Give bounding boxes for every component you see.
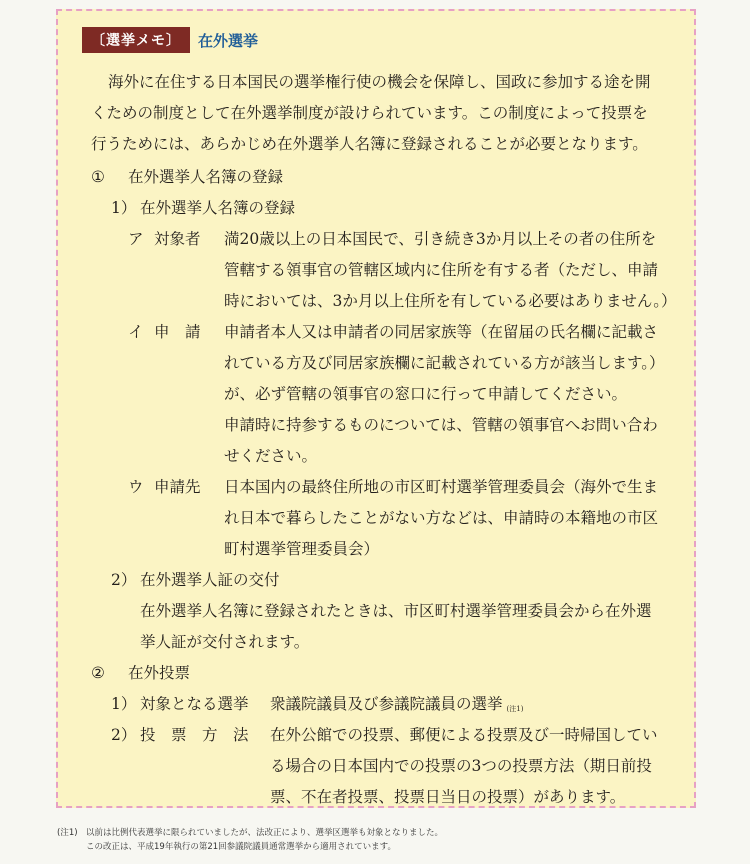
intro-line: 行うためには、あらかじめ在外選挙人名簿に登録されることが必要となります。	[91, 135, 648, 153]
item-a-line: 管轄する領事官の管轄区域内に住所を有する者（ただし、申請	[224, 261, 659, 279]
section2-sub2-line: 在外公館での投票、郵便による投票及び一時帰国してい	[270, 726, 658, 744]
item-b-term: 申 請	[154, 323, 201, 341]
intro-line: くための制度として在外選挙制度が設けられています。この制度によって投票を	[91, 104, 648, 122]
section2-sub1-term: 対象となる選挙	[140, 695, 249, 713]
section1-sub2-line: 在外選挙人名簿に登録されたときは、市区町村選挙管理委員会から在外選	[140, 602, 652, 620]
footnote-line: 以前は比例代表選挙に限られていましたが、法改正により、選挙区選挙も対象となりました。	[86, 828, 444, 838]
item-b-line: せください。	[224, 447, 318, 465]
item-c-line: れ日本で暮らしたことがない方などは、申請時の本籍地の市区	[224, 509, 659, 527]
section1-title: 在外選挙人名簿の登録	[128, 168, 284, 186]
item-b-line: れている方及び同居家族欄に記載されている方が該当します。）	[224, 354, 665, 372]
item-c-line: 町村選挙管理委員会）	[224, 540, 380, 558]
section1-sub2-title: 在外選挙人証の交付	[140, 571, 280, 589]
section1-sub2-number: 2）	[111, 571, 137, 589]
footnote-label: (注1)	[57, 828, 78, 838]
section2-number: ②	[91, 664, 105, 682]
memo-header	[82, 27, 258, 53]
item-a-line: 時においては、3か月以上住所を有している必要はありません。）	[224, 292, 677, 310]
section2-sub2-line: る場合の日本国内での投票の3つの投票方法（期日前投	[270, 757, 652, 775]
section1-sub1-number: 1）	[111, 199, 137, 217]
section2-sub2-line: 票、不在者投票、投票日当日の投票）があります。	[270, 788, 626, 806]
section2-sub1-value: 衆議院議員及び参議院議員の選挙	[270, 695, 503, 713]
item-c-line: 日本国内の最終住所地の市区町村選挙管理委員会（海外で生ま	[224, 478, 659, 496]
memo-tag: 〔選挙メモ〕	[82, 27, 190, 53]
section2-title: 在外投票	[128, 664, 191, 682]
footnote-line: この改正は、平成19年執行の第21回参議院議員通常選挙から適用されています。	[86, 842, 396, 852]
item-b-line: 申請時に持参するものについては、管轄の領事官へお問い合わ	[224, 416, 658, 434]
item-a-kana: ア	[128, 230, 144, 248]
item-b-kana: イ	[128, 323, 144, 341]
item-a-line: 満20歳以上の日本国民で、引き続き3か月以上その者の住所を	[224, 230, 657, 248]
section2-sub1-number: 1）	[111, 695, 137, 713]
section2-sub2-term: 投 票 方 法	[140, 726, 249, 744]
footnote-ref: (注1)	[506, 705, 524, 713]
memo-title: 在外選挙	[198, 31, 259, 50]
section1-number: ①	[91, 168, 105, 186]
section1-sub1-title: 在外選挙人名簿の登録	[140, 199, 296, 217]
item-a-term: 対象者	[154, 230, 201, 248]
intro-line: 海外に在住する日本国民の選挙権行使の機会を保障し、国政に参加する途を開	[108, 73, 651, 91]
section2-sub1-text	[270, 694, 523, 719]
item-c-kana: ウ	[128, 478, 144, 496]
item-c-term: 申請先	[154, 478, 201, 496]
election-memo-box	[56, 9, 696, 808]
section1-sub2-line: 挙人証が交付されます。	[140, 633, 310, 651]
section2-sub2-number: 2）	[111, 726, 137, 744]
item-b-line: 申請者本人又は申請者の同居家族等（在留届の氏名欄に記載さ	[224, 323, 659, 341]
item-b-line: が、必ず管轄の領事官の窓口に行って申請してください。	[224, 385, 628, 403]
